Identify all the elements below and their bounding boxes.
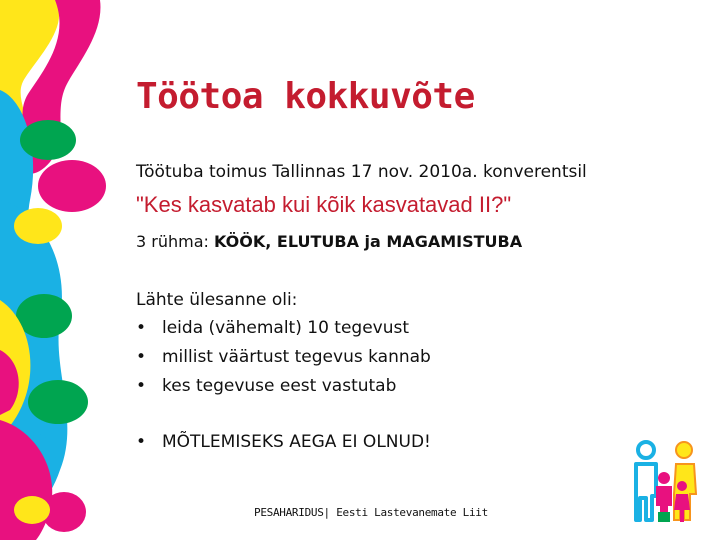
groups-prefix: 3 rühma: <box>136 232 214 251</box>
bullet: • <box>136 432 147 452</box>
bullet: • <box>136 376 147 396</box>
warning-text <box>136 432 431 452</box>
task-text: millist väärtust tegevus kannab <box>162 347 431 367</box>
list-item <box>136 316 431 345</box>
intro-text: Töötuba toimus Tallinnas 17 nov. 2010a. konverentsil <box>136 162 587 182</box>
colorful-blobs-decoration <box>0 0 130 540</box>
warning-label: MÕTLEMISEKS AEGA EI OLNUD! <box>162 432 431 452</box>
list-item <box>136 345 431 374</box>
quote-text: "Kes kasvatab kui kõik kasvatavad II?" <box>136 192 512 217</box>
task-text: kes tegevuse eest vastutab <box>162 376 397 396</box>
groups-text <box>136 232 522 251</box>
bullet: • <box>136 347 147 367</box>
footer-text: PESAHARIDUS| Eesti Lastevanemate Liit <box>254 506 488 519</box>
task-list <box>136 316 431 403</box>
list-item <box>136 374 431 403</box>
family-figures-logo <box>626 436 704 526</box>
bullet: • <box>136 318 147 338</box>
groups-names: KÖÖK, ELUTUBA ja MAGAMISTUBA <box>214 232 523 251</box>
task-text: leida (vähemalt) 10 tegevust <box>162 318 410 338</box>
task-heading: Lähte ülesanne oli: <box>136 290 298 310</box>
slide-title: Töötoa kokkuvõte <box>136 76 475 117</box>
